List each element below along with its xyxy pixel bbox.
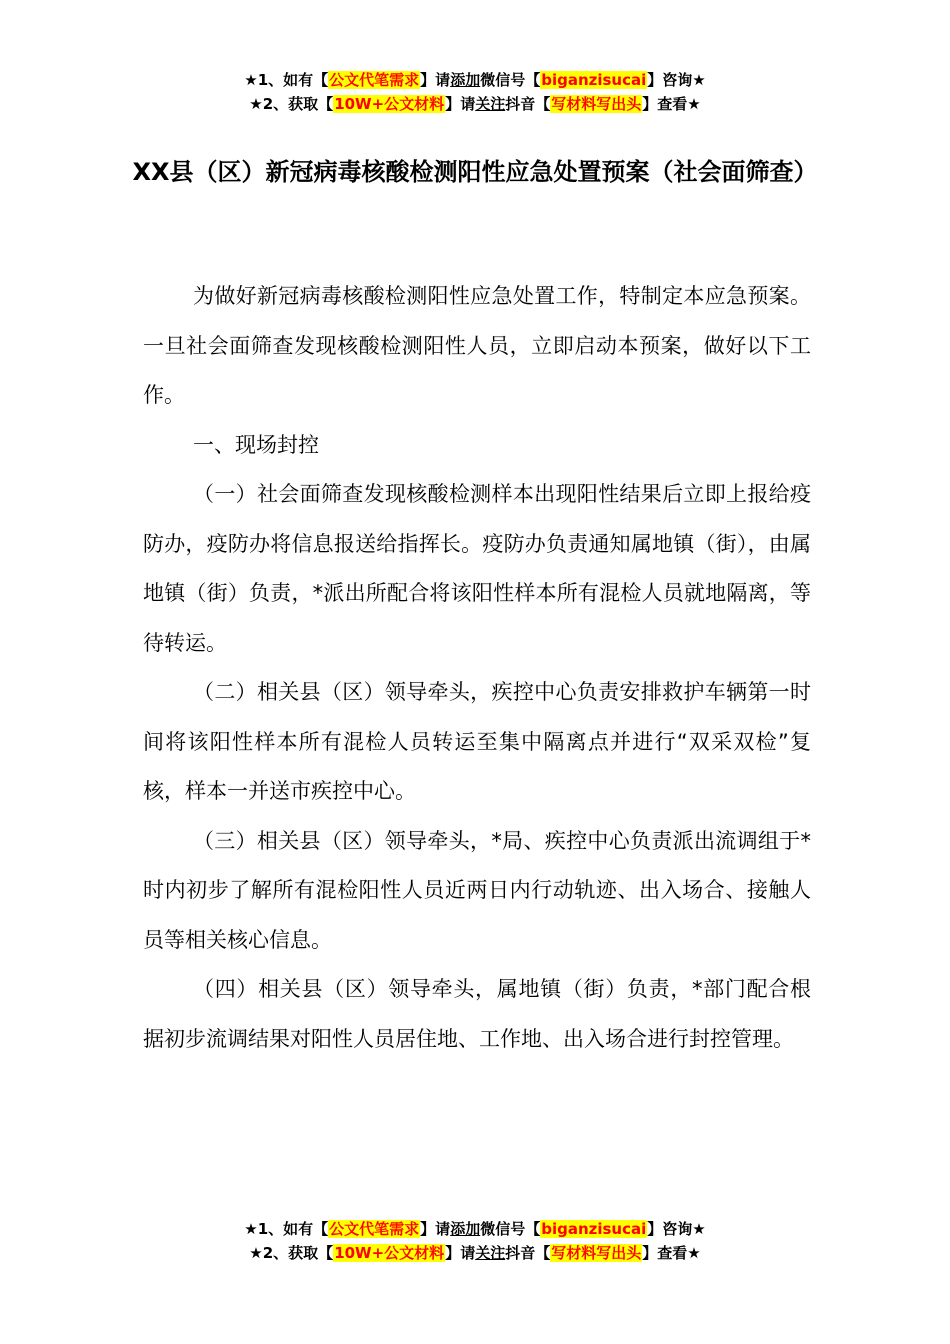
highlight-text: 公文代笔需求: [329, 1220, 420, 1238]
section-heading: 一、现场封控: [193, 432, 319, 457]
banner-text: 】咨询★: [647, 71, 706, 89]
banner-text: 】查看★: [642, 95, 701, 113]
body-paragraph: （三）相关县（区）领导牵头，*局、疾控中心负责派出流调组于*时内初步了解所有混检阳性人员近两日内行动轨迹、出入场合、接触人员等相关核心信息。: [143, 828, 811, 952]
intro-paragraph: 为做好新冠病毒核酸检测阳性应急处置工作，特制定本应急预案。一旦社会面筛查发现核酸检测阳性人员，立即启动本预案，做好以下工作。: [143, 284, 811, 407]
body-paragraph: （二）相关县（区）领导牵头，疾控中心负责安排救护车辆第一时间将该阳性样本所有混检人员转运至集中隔离点并进行“双采双检”复核，样本一并送市疾控中心。: [143, 680, 811, 803]
highlight-text: 写材料写出头: [551, 1244, 642, 1262]
banner-text: 】请: [445, 95, 476, 113]
highlight-text: 10W+公文材料: [334, 1244, 445, 1262]
body-paragraph: （一）社会面筛查发现核酸检测样本出现阳性结果后立即上报给疫防办，疫防办将信息报送给指挥长。疫防办负责通知属地镇（街），由属地镇（街）负责，*派出所配合将该阳性样本所有混检人员就地隔离，等待转运。: [143, 482, 811, 655]
underlined-text: 添加: [450, 71, 481, 89]
header-banner: [0, 68, 950, 116]
banner-text: ★2、获取【: [249, 95, 334, 113]
highlight-text: 10W+公文材料: [334, 95, 445, 113]
document-title: XX县（区）新冠病毒核酸检测阳性应急处置预案（社会面筛查）: [132, 158, 818, 186]
banner-line-1: [0, 68, 950, 92]
underlined-text: 关注: [475, 95, 506, 113]
footer-banner: [0, 1217, 950, 1265]
highlight-text: biganzisucai: [541, 71, 647, 89]
banner-text: 】咨询★: [647, 1220, 706, 1238]
banner-text: 】请: [420, 1220, 451, 1238]
banner-line-1: [0, 1217, 950, 1241]
banner-line-2: [0, 1241, 950, 1265]
body-paragraph: （四）相关县（区）领导牵头，属地镇（街）负责，*部门配合根据初步流调结果对阳性人员居住地、工作地、出入场合进行封控管理。: [143, 977, 811, 1051]
banner-text: 微信号【: [480, 71, 541, 89]
banner-text: 】请: [420, 71, 451, 89]
banner-text: 】查看★: [642, 1244, 701, 1262]
banner-text: 】请: [445, 1244, 476, 1262]
banner-text: ★1、如有【: [244, 71, 329, 89]
banner-text: 抖音【: [505, 1244, 551, 1262]
banner-text: ★1、如有【: [244, 1220, 329, 1238]
highlight-text: 公文代笔需求: [329, 71, 420, 89]
underlined-text: 添加: [450, 1220, 481, 1238]
banner-text: 抖音【: [505, 95, 551, 113]
banner-text: ★2、获取【: [249, 1244, 334, 1262]
banner-line-2: [0, 92, 950, 116]
underlined-text: 关注: [475, 1244, 506, 1262]
highlight-text: biganzisucai: [541, 1220, 647, 1238]
banner-text: 微信号【: [480, 1220, 541, 1238]
highlight-text: 写材料写出头: [551, 95, 642, 113]
document-body: [143, 272, 811, 1064]
